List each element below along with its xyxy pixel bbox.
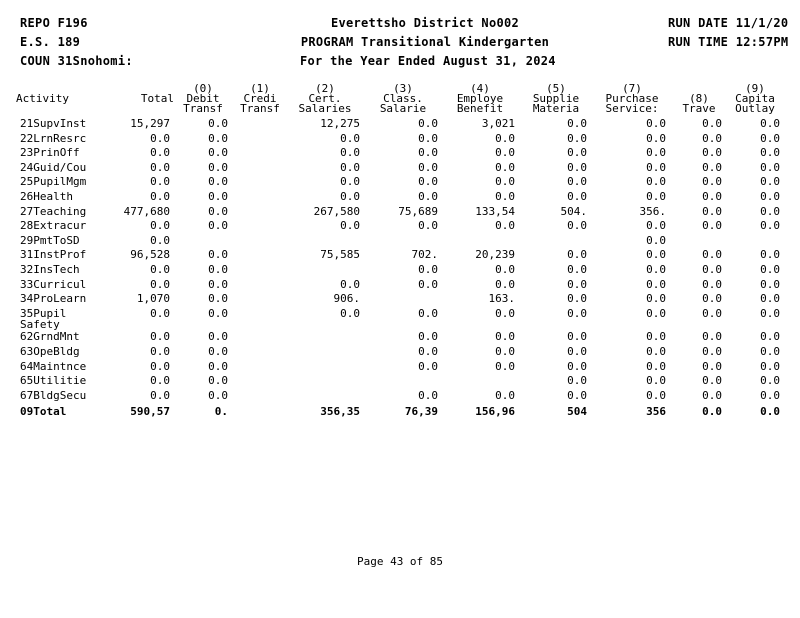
amount-cell: 0.0 [418, 132, 438, 145]
amount-cell: 0.0 [150, 346, 170, 358]
activity-cell: 65Utilitie [20, 375, 87, 388]
amount-cell: 0.0 [418, 264, 438, 276]
column-header-6 [441, 84, 519, 114]
amount-cell: 0.0 [567, 161, 587, 174]
amount-cell: 0.0 [760, 331, 780, 344]
amount-cell: 0.0 [646, 220, 666, 233]
column-label: Transf [183, 102, 223, 115]
run-date: RUN DATE 11/1/20 [668, 16, 789, 30]
amount-cell: 0.0 [646, 161, 666, 174]
amount-cell: 0.0 [567, 191, 587, 203]
amount-cell: 0.0 [340, 278, 360, 291]
amount-cell: 0.0 [340, 161, 360, 174]
column-header-1 [96, 94, 174, 104]
column-header-0 [16, 94, 102, 104]
column-header-8 [594, 84, 670, 114]
column-label: Credi [243, 92, 277, 105]
column-label: Materia [532, 102, 580, 115]
amount-cell: 0.0 [646, 147, 666, 160]
amount-cell: 0.0 [208, 293, 228, 306]
amount-cell: 0.0 [418, 331, 438, 344]
amount-cell: 0.0 [208, 118, 228, 130]
column-header-3 [230, 84, 290, 114]
amount-cell: 20,239 [475, 249, 515, 262]
amount-cell: 0.0 [646, 331, 666, 344]
amount-cell: 0.0 [702, 346, 722, 358]
amount-cell: 0.0 [418, 191, 438, 203]
amount-cell: 0.0 [760, 176, 780, 189]
amount-cell: 0.0 [760, 389, 780, 402]
amount-cell: 133,54 [475, 205, 515, 218]
amount-cell: 0.0 [150, 191, 170, 203]
activity-cell: 67BldgSecu [20, 389, 87, 402]
amount-cell: 0.0 [760, 118, 780, 130]
amount-cell: 0.0 [567, 307, 587, 320]
amount-cell: 0.0 [340, 191, 360, 203]
amount-cell: 0.0 [208, 307, 228, 320]
amount-cell: 0.0 [760, 307, 780, 320]
column-number: (4) [470, 82, 490, 95]
table-row [0, 147, 800, 162]
amount-cell: 0.0 [150, 176, 170, 189]
amount-cell: 0.0 [702, 264, 722, 276]
amount-cell: 0.0 [702, 375, 722, 388]
amount-cell: 0.0 [646, 132, 666, 145]
amount-cell: 75,689 [398, 205, 438, 218]
amount-cell: 0.0 [418, 307, 438, 320]
table-row [0, 390, 800, 405]
amount-cell: 0.0 [646, 118, 666, 130]
amount-cell: 0.0 [208, 220, 228, 233]
amount-cell: 0.0 [418, 176, 438, 189]
amount-cell: 0.0 [208, 161, 228, 174]
amount-cell: 356. [639, 205, 666, 218]
amount-cell: 0.0 [150, 161, 170, 174]
column-label: Activity [16, 92, 69, 105]
amount-cell: 0.0 [495, 191, 515, 203]
amount-cell: 0.0 [760, 191, 780, 203]
table-row [0, 133, 800, 148]
amount-cell: 0.0 [495, 220, 515, 233]
amount-cell: 0.0 [760, 406, 780, 419]
amount-cell: 0.0 [702, 360, 722, 373]
amount-cell: 0.0 [646, 176, 666, 189]
amount-cell: 0.0 [418, 161, 438, 174]
table-row [0, 307, 800, 331]
amount-cell: 163. [488, 293, 515, 306]
amount-cell: 0.0 [567, 147, 587, 160]
activity-cell: 25PupilMgm [20, 176, 87, 189]
activity-cell: 27Teaching [20, 205, 87, 218]
amount-cell: 0.0 [702, 118, 722, 130]
activity-cell: 29PmtToSD [20, 234, 80, 247]
amount-cell: 0.0 [418, 346, 438, 358]
table-row [0, 361, 800, 376]
amount-cell: 0.0 [340, 220, 360, 233]
amount-cell: 75,585 [320, 249, 360, 262]
amount-cell: 0.0 [208, 278, 228, 291]
column-number: (8) [689, 92, 709, 105]
amount-cell: 0.0 [208, 389, 228, 402]
amount-cell: 15,297 [130, 118, 170, 130]
amount-cell: 0.0 [150, 278, 170, 291]
fiscal-period: For the Year Ended August 31, 2024 [300, 54, 556, 68]
column-label: Benefit [456, 102, 504, 115]
amount-cell: 0.0 [208, 249, 228, 262]
amount-cell: 0.0 [150, 307, 170, 320]
activity-cell: 63OpeBldg [20, 346, 80, 358]
amount-cell: 267,580 [313, 205, 360, 218]
table-row [0, 176, 800, 191]
amount-cell: 0.0 [340, 307, 360, 320]
amount-cell: 12,275 [320, 118, 360, 130]
amount-cell: 0.0 [150, 389, 170, 402]
amount-cell: 0.0 [150, 220, 170, 233]
amount-cell: 0.0 [150, 132, 170, 145]
amount-cell: 702. [411, 249, 438, 262]
amount-cell: 0.0 [702, 191, 722, 203]
column-label: Debit [186, 92, 220, 105]
amount-cell: 0.0 [208, 132, 228, 145]
column-label: Outlay [735, 102, 775, 115]
amount-cell: 0.0 [646, 375, 666, 388]
district-name: Everettsho District No002 [330, 16, 520, 30]
activity-cell: 23PrinOff [20, 147, 80, 160]
column-label: Cert. [308, 92, 342, 105]
amount-cell: 0.0 [567, 389, 587, 402]
amount-cell: 96,528 [130, 249, 170, 262]
column-number: (1) [250, 82, 270, 95]
table-row [0, 293, 800, 308]
amount-cell: 0.0 [208, 147, 228, 160]
column-header-9 [672, 94, 726, 114]
amount-cell: 0.0 [418, 118, 438, 130]
amount-cell: 0.0 [495, 346, 515, 358]
amount-cell: 0.0 [646, 346, 666, 358]
amount-cell: 0.0 [646, 264, 666, 276]
amount-cell: 0.0 [150, 360, 170, 373]
column-number: (2) [315, 82, 335, 95]
column-number: (3) [393, 82, 413, 95]
amount-cell: 0.0 [208, 205, 228, 218]
amount-cell: 0.0 [760, 249, 780, 262]
amount-cell: 0.0 [567, 360, 587, 373]
amount-cell: 0.0 [567, 220, 587, 233]
run-time: RUN TIME 12:57PM [668, 35, 789, 49]
amount-cell: 0.0 [418, 220, 438, 233]
amount-cell: 0.0 [208, 176, 228, 189]
amount-cell: 0.0 [150, 331, 170, 344]
amount-cell: 0.0 [567, 118, 587, 130]
column-number: (7) [622, 82, 642, 95]
amount-cell: 0.0 [150, 375, 170, 388]
amount-cell: 0.0 [646, 389, 666, 402]
amount-cell: 0.0 [495, 307, 515, 320]
amount-cell: 0.0 [495, 147, 515, 160]
es-number: E.S. 189 [20, 35, 81, 49]
amount-cell: 0.0 [702, 220, 722, 233]
column-header-4 [286, 84, 364, 114]
activity-cell: 64Maintnce [20, 360, 87, 373]
amount-cell: 0.0 [567, 375, 587, 388]
activity-cell: 32InsTech [20, 264, 80, 276]
amount-cell: 0.0 [208, 331, 228, 344]
amount-cell: 0.0 [760, 205, 780, 218]
page-number: Page 43 of 85 [356, 555, 444, 568]
amount-cell: 0.0 [208, 191, 228, 203]
amount-cell: 0.0 [702, 147, 722, 160]
activity-cell: 24Guid/Cou [20, 161, 87, 174]
column-number: (0) [193, 82, 213, 95]
amount-cell: 0.0 [702, 278, 722, 291]
column-label: Salaries [298, 102, 352, 115]
amount-cell: 0.0 [150, 147, 170, 160]
table-row [0, 331, 800, 346]
program-name: PROGRAM Transitional Kindergarten [300, 35, 550, 49]
column-label: Transf [240, 102, 280, 115]
report-id: REPO F196 [20, 16, 88, 30]
amount-cell: 0.0 [495, 360, 515, 373]
amount-cell: 0.0 [702, 331, 722, 344]
amount-cell: 590,57 [130, 406, 170, 419]
amount-cell: 0.0 [150, 234, 170, 247]
amount-cell: 0.0 [646, 307, 666, 320]
amount-cell: 906. [333, 293, 360, 306]
amount-cell: 0.0 [567, 293, 587, 306]
column-label: Purchase [605, 92, 659, 105]
amount-cell: 0.0 [495, 389, 515, 402]
amount-cell: 0.0 [567, 249, 587, 262]
column-header-7 [521, 84, 591, 114]
amount-cell: 0.0 [760, 278, 780, 291]
amount-cell: 0.0 [208, 346, 228, 358]
column-label: Class. [383, 92, 423, 105]
amount-cell: 477,680 [123, 205, 170, 218]
amount-cell: 0.0 [567, 278, 587, 291]
table-row [0, 118, 800, 133]
amount-cell: 0.0 [567, 331, 587, 344]
total-row [0, 406, 800, 421]
column-label: Trave [682, 102, 716, 115]
column-label: Employe [456, 92, 504, 105]
amount-cell: 156,96 [475, 406, 515, 419]
amount-cell: 0.0 [340, 132, 360, 145]
amount-cell: 0.0 [150, 264, 170, 276]
amount-cell: 0.0 [646, 234, 666, 247]
amount-cell: 356,35 [320, 406, 360, 419]
activity-cell: 33Curricul [20, 278, 87, 291]
amount-cell: 0.0 [208, 360, 228, 373]
amount-cell: 0.0 [567, 264, 587, 276]
amount-cell: 0.0 [760, 132, 780, 145]
amount-cell: 0.0 [208, 264, 228, 276]
amount-cell: 0.0 [646, 191, 666, 203]
column-header-10 [726, 84, 784, 114]
amount-cell: 0.0 [340, 176, 360, 189]
amount-cell: 0.0 [760, 147, 780, 160]
amount-cell: 0.0 [702, 406, 722, 419]
amount-cell: 0.0 [567, 132, 587, 145]
amount-cell: 356 [646, 406, 666, 419]
amount-cell: 0.0 [340, 147, 360, 160]
amount-cell: 0.0 [702, 176, 722, 189]
amount-cell: 504. [560, 205, 587, 218]
column-label: Supplie [532, 92, 580, 105]
activity-cell: 31InstProf [20, 249, 87, 262]
table-row [0, 264, 800, 279]
amount-cell: 0.0 [702, 389, 722, 402]
amount-cell: 0.0 [495, 331, 515, 344]
amount-cell: 0.0 [702, 205, 722, 218]
amount-cell: 0.0 [495, 278, 515, 291]
table-row [0, 191, 800, 206]
column-number: (9) [745, 82, 765, 95]
amount-cell: 0.0 [495, 264, 515, 276]
table-row [0, 249, 800, 264]
amount-cell: 0.0 [495, 161, 515, 174]
activity-cell: 22LrnResrc [20, 132, 87, 145]
activity-cell: 34ProLearn [20, 293, 87, 306]
column-label: Capita [735, 92, 775, 105]
amount-cell: 0.0 [760, 220, 780, 233]
column-number: (5) [546, 82, 566, 95]
amount-cell: 0.0 [567, 176, 587, 189]
amount-cell: 504 [567, 406, 587, 419]
activity-cell: 62GrndMnt [20, 331, 80, 344]
amount-cell: 1,070 [136, 293, 170, 306]
amount-cell: 0.0 [567, 346, 587, 358]
table-row [0, 346, 800, 361]
amount-cell: 0.0 [702, 161, 722, 174]
activity-cell: 26Health [20, 191, 73, 203]
amount-cell: 0.0 [418, 147, 438, 160]
table-row [0, 279, 800, 294]
amount-cell: 0. [214, 406, 228, 419]
amount-cell: 0.0 [760, 293, 780, 306]
amount-cell: 76,39 [404, 406, 438, 419]
activity-cell: 35Pupil [20, 307, 67, 320]
amount-cell: 0.0 [760, 346, 780, 358]
amount-cell: 0.0 [418, 360, 438, 373]
amount-cell: 0.0 [760, 360, 780, 373]
activity-cell-line2: Safety [20, 318, 60, 331]
amount-cell: 0.0 [702, 249, 722, 262]
table-row [0, 162, 800, 177]
amount-cell: 0.0 [418, 389, 438, 402]
amount-cell: 0.0 [495, 132, 515, 145]
table-row [0, 235, 800, 250]
amount-cell: 0.0 [760, 375, 780, 388]
amount-cell: 0.0 [760, 161, 780, 174]
amount-cell: 0.0 [702, 307, 722, 320]
table-row [0, 375, 800, 390]
column-label: Service: [605, 102, 659, 115]
amount-cell: 0.0 [495, 176, 515, 189]
amount-cell: 0.0 [646, 360, 666, 373]
amount-cell: 0.0 [760, 264, 780, 276]
amount-cell: 0.0 [702, 132, 722, 145]
amount-cell: 3,021 [481, 118, 515, 130]
amount-cell: 0.0 [702, 293, 722, 306]
amount-cell: 0.0 [646, 293, 666, 306]
activity-cell: 21SupvInst [20, 118, 87, 130]
county: COUN 31Snohomi: [20, 54, 133, 68]
column-header-5 [364, 84, 442, 114]
amount-cell: 0.0 [418, 278, 438, 291]
column-label: Total [140, 92, 174, 105]
column-header-2 [174, 84, 232, 114]
amount-cell: 0.0 [646, 249, 666, 262]
activity-cell: 09Total [20, 406, 67, 419]
activity-cell: 28Extracur [20, 220, 87, 233]
column-label: Salarie [379, 102, 427, 115]
amount-cell: 0.0 [208, 375, 228, 388]
amount-cell: 0.0 [646, 278, 666, 291]
table-row [0, 206, 800, 221]
table-row [0, 220, 800, 235]
